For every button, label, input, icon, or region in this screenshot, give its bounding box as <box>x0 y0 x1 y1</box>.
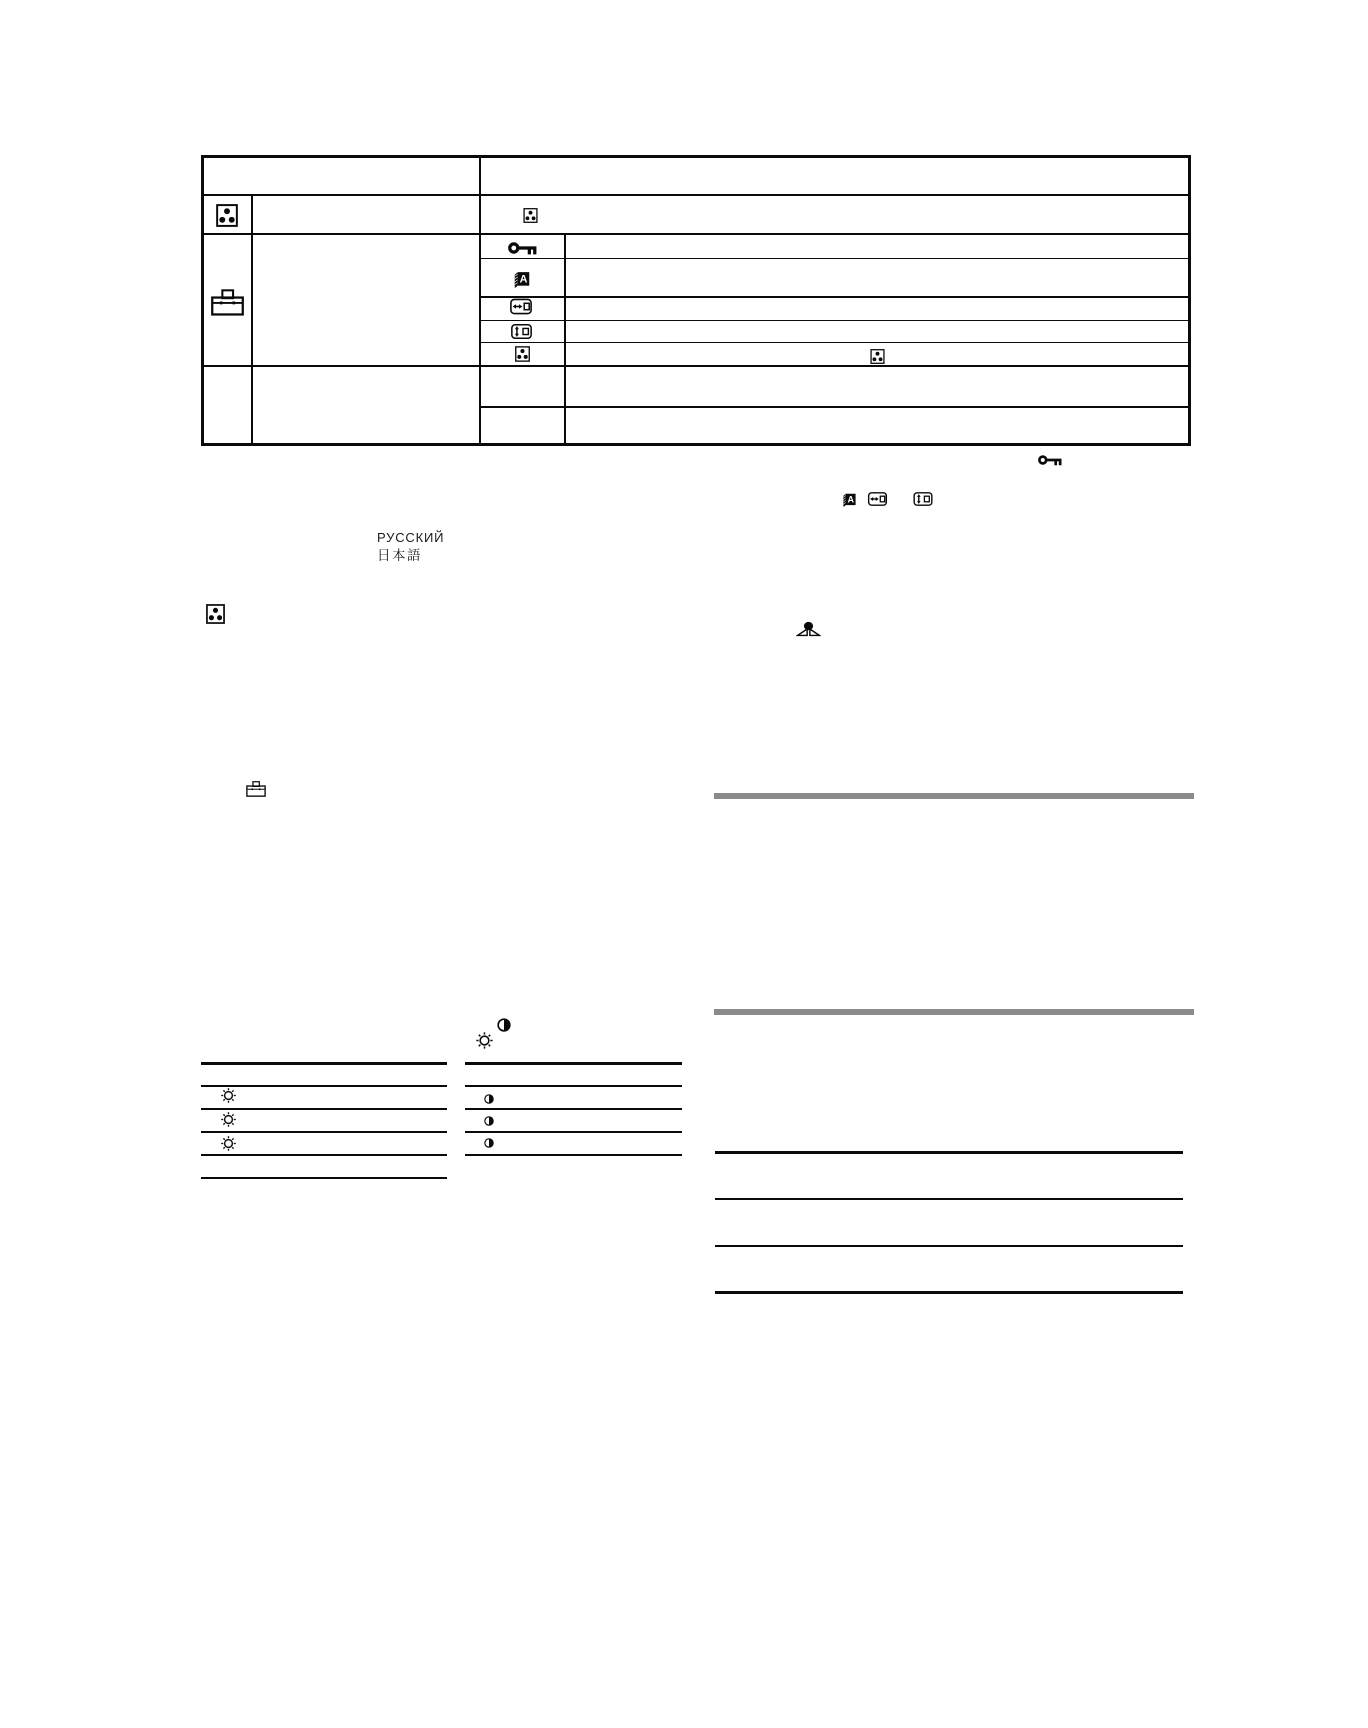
subrow-divider <box>480 258 1191 260</box>
subrow-divider <box>480 320 1191 322</box>
subrow-divider <box>480 406 1191 408</box>
contrast-icon <box>484 1094 494 1104</box>
section-divider-bar <box>714 1009 1194 1015</box>
table-rule <box>201 1154 447 1156</box>
brightness-icon <box>220 1135 237 1152</box>
option-icon-column-divider <box>564 233 566 446</box>
key-icon <box>1038 454 1062 466</box>
color-icon <box>216 204 238 227</box>
contrast-icon <box>484 1116 494 1126</box>
table-rule-thick <box>465 1062 682 1065</box>
language-icon <box>514 270 530 288</box>
color-icon <box>515 346 530 362</box>
table-rule <box>201 1177 447 1179</box>
table-rule <box>465 1085 682 1087</box>
table-rule <box>715 1245 1183 1247</box>
toolbox-icon <box>246 781 266 797</box>
table-border-left <box>201 155 204 446</box>
moire-cancel-icon <box>796 621 821 637</box>
table-rule <box>465 1131 682 1133</box>
table-border-top <box>201 155 1191 158</box>
v-center-icon <box>511 323 532 340</box>
h-center-icon <box>510 298 532 315</box>
table-rule-thick <box>715 1291 1183 1294</box>
table-rule <box>465 1108 682 1110</box>
subrow-divider <box>480 296 1191 298</box>
contrast-icon <box>484 1138 494 1148</box>
table-rule <box>201 1108 447 1110</box>
color-icon <box>523 208 538 223</box>
language-icon <box>842 492 857 507</box>
table-rule <box>465 1154 682 1156</box>
section-divider-bar <box>714 793 1194 799</box>
contrast-icon <box>497 1018 511 1032</box>
table-rule-thick <box>201 1062 447 1065</box>
color-icon <box>870 349 885 364</box>
option-row-divider <box>201 365 1191 368</box>
toolbox-icon <box>211 289 244 316</box>
table-border-right <box>1188 155 1191 446</box>
brightness-icon <box>475 1031 494 1050</box>
subrow-divider <box>480 342 1191 344</box>
icon-column-divider <box>251 194 253 446</box>
table-border-bottom <box>201 443 1191 446</box>
table-rule-thick <box>715 1151 1183 1154</box>
language-label-russian: РУССКИЙ <box>377 530 445 545</box>
v-center-icon <box>911 492 935 506</box>
color-row-divider <box>201 233 1191 236</box>
table-rule <box>201 1131 447 1133</box>
header-row-divider <box>201 194 1191 197</box>
language-label-japanese: 日本語 <box>377 548 422 563</box>
key-icon <box>508 241 537 255</box>
section-column-divider <box>479 155 481 446</box>
brightness-icon <box>220 1111 237 1128</box>
brightness-icon <box>220 1087 237 1104</box>
table-rule <box>201 1085 447 1087</box>
table-rule <box>715 1198 1183 1200</box>
color-icon <box>206 604 225 624</box>
h-center-icon <box>866 492 889 506</box>
